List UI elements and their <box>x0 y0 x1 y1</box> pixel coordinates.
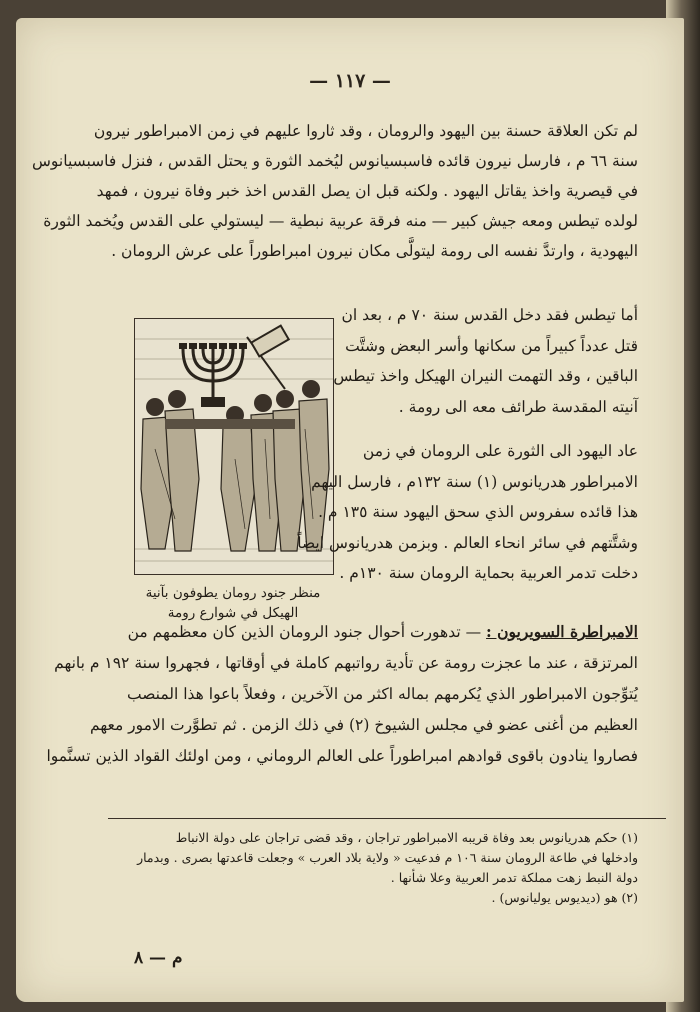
page-number: — ١١٧ — <box>309 70 391 92</box>
footnote-line: دولة النبط زهت مملكة تدمر العربية وعلا شأنها . <box>390 870 638 885</box>
text-line: دخلت تدمر العربية بحماية الرومان سنة ١٣٠م . <box>339 564 638 582</box>
text-line: الامبراطور هدريانوس (١) سنة ١٣٢م ، فارسل اليهم <box>311 472 638 491</box>
text-line: سنة ٦٦ م ، فارسل نيرون قائده فاسبسيانوس ليُخمد الثورة و يحتل القدس ، فنزل فاسبسيانوس <box>31 152 638 170</box>
caption-line: الهيكل في شوارع رومة <box>167 604 299 621</box>
text-line: عاد اليهود الى الثورة على الرومان في زمن <box>362 442 638 460</box>
text-line: اليهودية ، وارتدَّ نفسه الى رومة ليتولَّى مكان نيرون امبراطوراً على عرش الرومان . <box>111 242 638 260</box>
footnote-line: (١) حكم هدريانوس بعد وفاة قريبه الامبراطور تراجان ، وقد قضى تراجان على دولة الانباط <box>175 830 638 845</box>
text-line: فصاروا ينادون باقوى قوادهم امبراطوراً على العالم الروماني ، ومن اولئك القواد الذين تسنَّموا <box>46 747 638 765</box>
text-line: العظيم من أغنى عضو في مجلس الشيوخ (٢) في ذلك الزمن . ثم تطوَّرت الامور معهم <box>90 716 638 734</box>
text-line: — تدهورت أحوال جنود الرومان الذين كان معظمهم من <box>127 623 482 641</box>
section-first-line <box>108 616 638 648</box>
text-line: لولده تيطس ومعه جيش كبير — منه فرقة عربية نبطية — ليستولي على القدس ويُخمد الثورة <box>43 212 638 230</box>
caption-line: منظر جنود رومان يطوفون بآنية <box>145 585 321 601</box>
text-line: يُتوِّجون الامبراطور الذي يُكرمهم بماله اكثر من الآخرين ، وفعلاً باعوا هذا المنصب <box>126 685 638 703</box>
paragraph-gap <box>356 422 638 436</box>
text-line: هذا قائده سفروس الذي سحق اليهود سنة ١٣٥ م . <box>318 503 638 521</box>
text-line: المرتزقة ، عند ما عجزت رومة عن تأدية رواتبهم كاملة في أوقاتها ، فجهروا سنة ١٩٢ م بانهم <box>54 654 638 672</box>
text-line: لم تكن العلاقة حسنة بين اليهود والرومان ، وقد ثاروا عليهم في زمن الامبراطور نيرون <box>93 122 638 140</box>
footnote-line: وادخلها في طاعة الرومان سنة ١٠٦ م فدعيت « ولاية بلاد العرب » وجعلت قاعدتها بصرى . وبدمار <box>137 850 638 865</box>
text-line: قتل عدداً كبيراً من سكانها وأسر البعض وشتَّت <box>345 336 638 355</box>
footnote-line: (٢) هو (ديديوس يوليانوس) . <box>491 890 638 905</box>
text-line: الباقين ، وقد التهمت النيران الهيكل واخذ تيطس <box>333 367 638 385</box>
text-line: وشتَّتهم في سائر انحاء العالم . وبزمن هدريانوس ايضاً <box>297 533 638 552</box>
text-line: آنيته المقدسة طرائف معه الى رومة . <box>398 397 638 416</box>
footnotes <box>108 828 638 908</box>
footnote-divider <box>108 818 666 819</box>
text-line: أما تيطس فقد دخل القدس سنة ٧٠ م ، بعد ان <box>341 306 638 324</box>
text-line: في قيصرية واخذ يقاتل اليهود . ولكنه قبل ان يصل القدس اخذ خبر وفاة نيرون ، فمهد <box>96 182 638 200</box>
signature-mark: م — ٨ <box>134 948 183 968</box>
intro-paragraph <box>31 116 638 266</box>
book-page <box>16 18 684 1002</box>
section-heading: الامبراطرة السويريون : <box>486 622 638 641</box>
severan-section <box>46 616 638 772</box>
side-paragraphs <box>297 300 638 589</box>
